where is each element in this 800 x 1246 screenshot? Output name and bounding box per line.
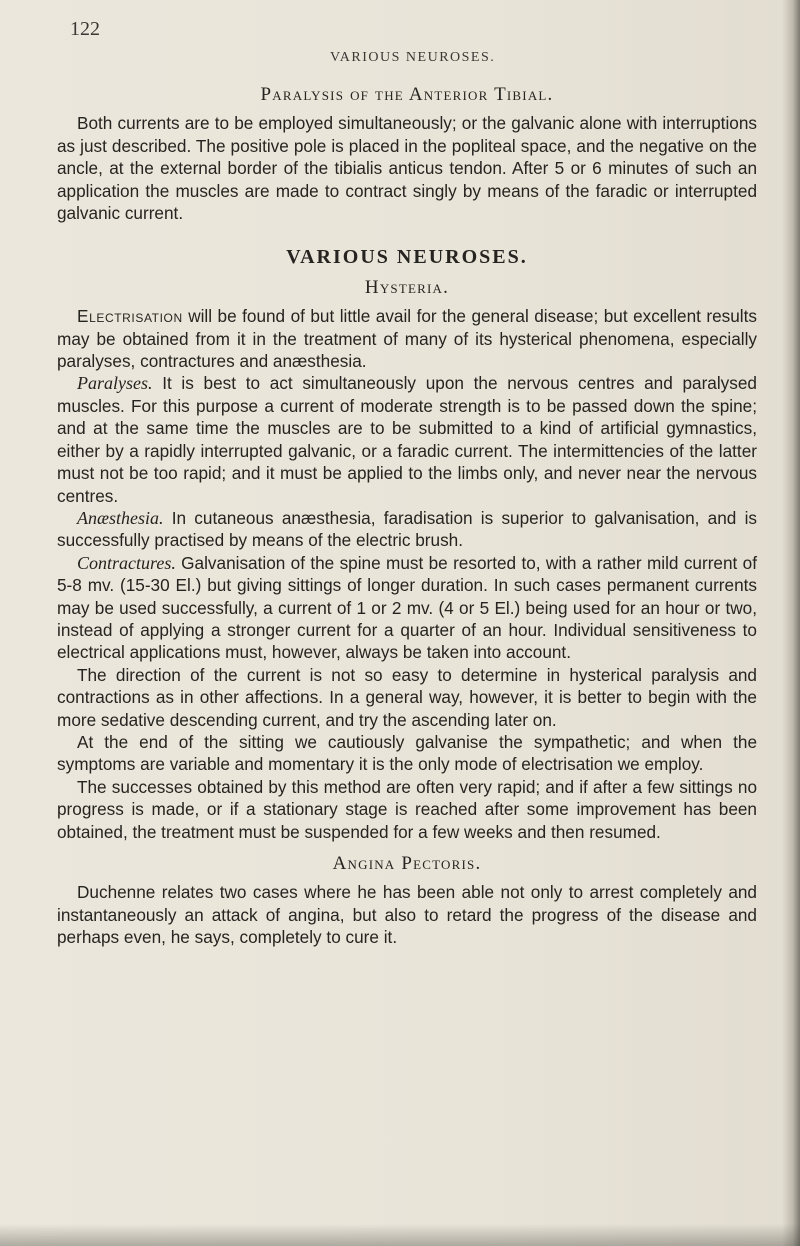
page-edge-shadow: [782, 0, 800, 1246]
heading-angina-pectoris: Angina Pectoris.: [332, 853, 482, 874]
heading-anterior-tibial: Paralysis of the Anterior Tibial.: [260, 84, 554, 105]
page-body: [57, 84, 757, 949]
paragraph-label-anaesthesia: Anæsthesia.: [77, 507, 164, 528]
page-number: 122: [70, 18, 100, 40]
paragraph-anaesthesia: [57, 507, 757, 552]
page-bottom-shadow: [0, 1224, 800, 1246]
paragraph-text: Galvanisation of the spine must be resorted to, with a rather mild current of 5-8 mv. (15-30 El.) but giving sittings of longer duration. In such cases permanent currents may be used successfully, a current of 1 or 2 mv. (4 or 5 El.) being used for an hour or two, instead of applying a stronger current for a quarter of an hour. Individual sensitiveness to electrical applications must, however, always be taken into account.: [57, 552, 757, 663]
paragraph-text: will be found of but little avail for the general disease; but excellent results may be obtained from it in the treatment of many of its hysterical phenomena, especially paralyses, contractures and anæsthesia.: [57, 306, 757, 372]
lead-word: Electrisation: [77, 306, 183, 327]
paragraph-sitting-end: At the end of the sitting we cautiously galvanise the sympathetic; and when the symptoms are variable and momentary it is the only mode of electrisation we employ.: [57, 731, 757, 775]
paragraph-hysteria-intro: [57, 305, 757, 372]
paragraph-tibial: Both currents are to be employed simultaneously; or the galvanic alone with interruptions as just described. The positive pole is placed in the popliteal space, and the negative on the ancle, at the external border of the tibialis anticus tendon. After 5 or 6 minutes of such an application the muscles are made to contract singly by means of the faradic or interrupted galvanic current.: [57, 113, 757, 224]
paragraph-successes: The successes obtained by this method are often very rapid; and if after a few sittings no progress is made, or if a stationary stage is reached after some improvement has been obtained, the treatment must be suspended for a few weeks and then resumed.: [57, 776, 757, 842]
paragraph-label-contractures: Contractures.: [77, 552, 176, 573]
paragraph-text: It is best to act simultaneously upon the nervous centres and paralysed muscles. For this purpose a current of moderate strength is to be passed down the spine; and at the same time the muscles are to be submitted to a kind of artificial gymnastics, either by a rapidly interrupted galvanic, or a faradic current. The intermittencies of the latter must not be too rapid; and it must be applied to the limbs only, and never near the nervous centres.: [57, 373, 757, 506]
paragraph-contractures: [57, 552, 757, 664]
running-head: VARIOUS NEUROSES.: [330, 50, 496, 65]
heading-hysteria: Hysteria.: [364, 276, 450, 298]
paragraph-text: In cutaneous anæsthesia, faradisation is superior to galvanisation, and is successfully practised by means of the electric brush.: [57, 507, 757, 551]
paragraph-paralyses: [57, 372, 757, 506]
paragraph-label-paralyses: Paralyses.: [77, 373, 153, 394]
paragraph-direction: The direction of the current is not so easy to determine in hysterical paralysis and contractions as in other affections. In a general way, however, it is better to begin with the more sedative descending current, and try the ascending later on.: [57, 664, 757, 730]
paragraph-angina: Duchenne relates two cases where he has been able not only to arrest completely and instantaneously an attack of angina, but also to retard the progress of the disease and perhaps even, he says, completely to cure it.: [57, 882, 757, 948]
section-title-neuroses: VARIOUS NEUROSES.: [286, 246, 528, 269]
